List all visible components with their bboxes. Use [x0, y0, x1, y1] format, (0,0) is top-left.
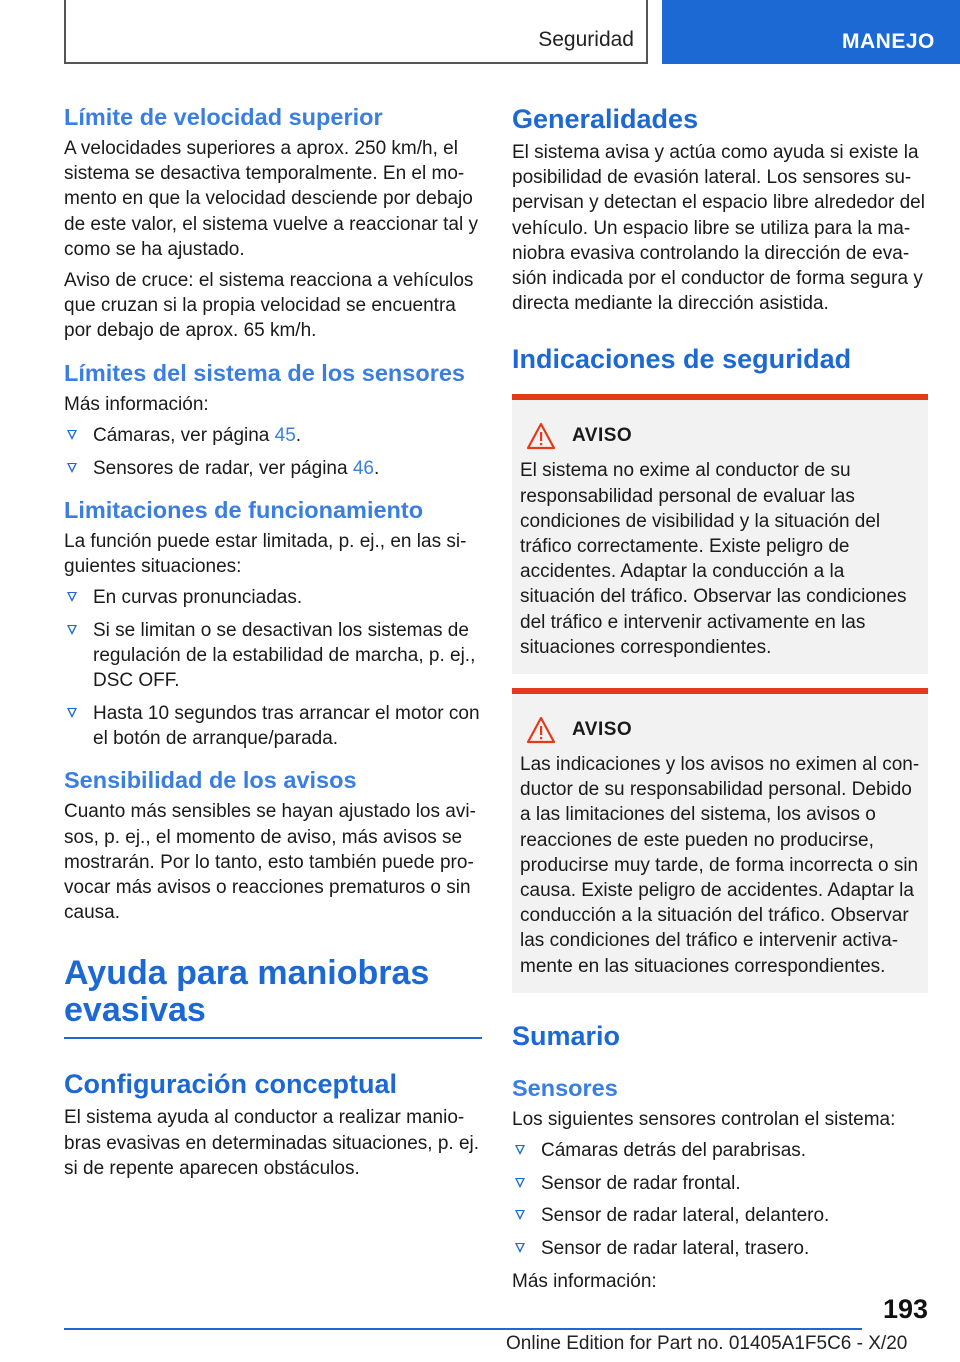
- paragraph: Aviso de cruce: el sistema reacciona a vehículos que cruzan si la propia velocidad se encuentra por debajo de aprox. 65 km/h.: [64, 270, 474, 342]
- triangle-bullet-icon: [67, 625, 77, 635]
- list-item: Sensor de radar lateral, delantero.: [512, 1203, 928, 1228]
- warning-triangle-icon: [526, 716, 556, 744]
- bullet-list: [64, 585, 482, 751]
- warning-label: AVISO: [572, 425, 633, 447]
- heading-speed-limit: Límite de velocidad superior: [64, 104, 383, 130]
- triangle-bullet-icon: [67, 592, 77, 602]
- list-item: Hasta 10 segundos tras arrancar el motor con el botón de arranque/parada.: [64, 701, 482, 751]
- header-frame: [64, 0, 648, 64]
- left-column: [64, 102, 482, 1187]
- heading-safety: Indicaciones de seguridad: [512, 344, 852, 375]
- warning-box: [512, 394, 928, 674]
- triangle-bullet-icon: [515, 1145, 525, 1155]
- heading-concept: Configuración conceptual: [64, 1069, 398, 1100]
- warning-label: AVISO: [572, 719, 633, 741]
- triangle-bullet-icon: [67, 430, 77, 440]
- page-link-45[interactable]: 45: [274, 424, 296, 446]
- heading-warning-sensitivity: Sensibilidad de los avisos: [64, 767, 357, 794]
- warning-box: [512, 688, 928, 993]
- list-item: Sensor de radar frontal.: [512, 1171, 928, 1196]
- list-item: Sensor de radar lateral, trasero.: [512, 1236, 928, 1261]
- list-item: Cámaras detrás del parabrisas.: [512, 1138, 928, 1163]
- list-item: Cámaras, ver página 45.: [64, 423, 482, 448]
- paragraph: A velocidades superiores a aprox. 250 km/h, el sistema se desactiva temporalmente. En el momento en que la velocidad desciende por debajo de este valor, el sistema vuelve a reaccionar tal y como se ha ajustado.: [64, 138, 478, 260]
- triangle-bullet-icon: [515, 1210, 525, 1220]
- list-item: Sensores de radar, ver página 46.: [64, 456, 482, 481]
- paragraph: El sistema ayuda al conductor a realizar maniobras evasivas en determinadas situaciones, p. ej. si de repente aparecen obstáculos.: [64, 1107, 480, 1179]
- warning-text: El sistema no exime al conductor de su responsabilidad personal de evaluar las condiciones de visibilidad y la situación del tráfico correctamente. Existe peligro de accidentes. Adaptar la conducción a la situación del tráfico. Observar las condiciones del tráfico e intervenir activamente en las situaciones correspondientes.: [520, 460, 907, 658]
- right-column: [512, 102, 928, 1300]
- paragraph: Los siguientes sensores controlan el sistema:: [512, 1108, 896, 1130]
- heading-function-limits: Limitaciones de funcionamiento: [64, 496, 424, 523]
- list-item: En curvas pronunciadas.: [64, 585, 482, 610]
- footer-divider: [64, 1328, 862, 1330]
- paragraph: Más información:: [64, 393, 209, 415]
- triangle-bullet-icon: [515, 1178, 525, 1188]
- heading-sensor-limits: Límites del sistema de los sensores: [64, 359, 465, 386]
- chapter-tab[interactable]: MANEJO: [662, 0, 960, 64]
- paragraph: Cuanto más sensibles se hayan ajustado los avisos, p. ej., el momento de aviso, más avisos se mostrarán. Por lo tanto, esto también puede provocar más avisos o reacciones prematuros o sin causa.: [64, 801, 476, 924]
- chapter-heading: Ayuda para maniobras evasivas: [64, 954, 430, 1030]
- bullet-list: [64, 423, 482, 481]
- warning-text: Las indicaciones y los avisos no eximen al conductor de su responsabilidad personal. Debido a las limitaciones del sistema, los avisos o reacciones de este pueden no producirse, producirse muy tarde, de forma incorrecta o sin causa. Existe peligro de accidentes. Adaptar la conducción a la situación del tráfico. Observar las condiciones del tráfico e intervenir activamente en las situaciones correspondientes.: [520, 754, 920, 977]
- paragraph: Más información:: [512, 1270, 657, 1292]
- page-number: 193: [882, 1294, 928, 1324]
- heading-summary: Sumario: [512, 1020, 621, 1051]
- warning-triangle-icon: [526, 422, 556, 450]
- section-title: Seguridad: [538, 28, 634, 51]
- triangle-bullet-icon: [515, 1243, 525, 1253]
- paragraph: La función puede estar limitada, p. ej., en las siguientes situaciones:: [64, 530, 467, 577]
- warning-title: [526, 422, 920, 450]
- bullet-list: [512, 1138, 928, 1261]
- triangle-bullet-icon: [67, 463, 77, 473]
- edition-note: Online Edition for Part no. 01405A1F5C6 - X/20: [506, 1333, 908, 1354]
- list-item: Si se limitan o se desactivan los sistemas de regulación de la estabilidad de marcha, p. ej., DSC OFF.: [64, 618, 482, 694]
- chapter-divider: [64, 1037, 482, 1039]
- heading-sensors: Sensores: [512, 1074, 618, 1101]
- paragraph: El sistema avisa y actúa como ayuda si existe la posibilidad de evasión lateral. Los sensores supervisan y detectan el espacio libre alrededor del vehículo. Un espacio libre se utiliza para la maniobra evasiva controlando la dirección de evasión indicada por el conductor de forma segura y directa mediante la dirección asistida.: [512, 142, 925, 315]
- page-link-46[interactable]: 46: [352, 457, 374, 479]
- triangle-bullet-icon: [67, 708, 77, 718]
- heading-general: Generalidades: [512, 104, 699, 134]
- warning-title: [526, 716, 920, 744]
